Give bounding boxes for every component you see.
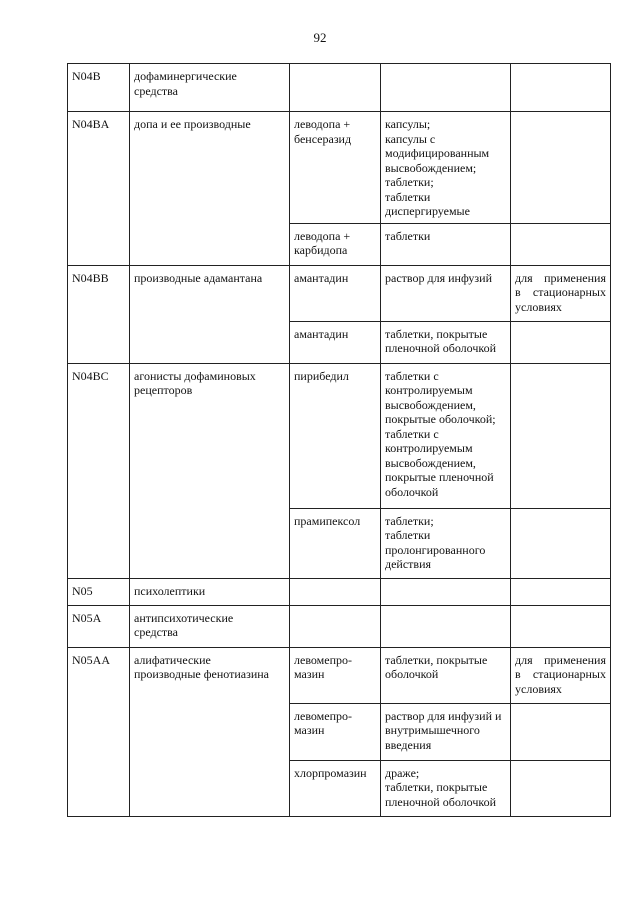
table-row xyxy=(68,64,611,112)
atc-code-cell: N05 xyxy=(68,578,130,605)
drug-name-cell: хлорпромазин xyxy=(290,760,381,816)
dosage-form-cell xyxy=(381,605,511,647)
note-cell xyxy=(511,321,611,363)
dosage-form-cell xyxy=(381,578,511,605)
dosage-form-cell: раствор для инфузий xyxy=(381,265,511,321)
note-cell xyxy=(511,112,611,224)
drug-name-cell xyxy=(290,578,381,605)
group-name-cell: антипсихотические средства xyxy=(130,605,290,647)
dosage-form-cell: таблетки xyxy=(381,223,511,265)
group-name-cell: алифатические производные фенотиазина xyxy=(130,647,290,816)
drug-name-cell: прамипексол xyxy=(290,508,381,578)
dosage-form-cell: капсулы; капсулы с модифицированным высвобождением; таблетки; таблетки диспергируемые xyxy=(381,112,511,224)
note-cell xyxy=(511,223,611,265)
drug-classification-table xyxy=(67,63,611,817)
group-name-cell: производные адамантана xyxy=(130,265,290,363)
atc-code-cell: N05A xyxy=(68,605,130,647)
table-row xyxy=(68,605,611,647)
drug-name-cell xyxy=(290,64,381,112)
group-name-cell: допа и ее производные xyxy=(130,112,290,266)
group-name-cell: психолептики xyxy=(130,578,290,605)
dosage-form-cell xyxy=(381,64,511,112)
table-row xyxy=(68,112,611,224)
note-cell xyxy=(511,703,611,760)
drug-name-cell: амантадин xyxy=(290,321,381,363)
atc-code-cell: N04BB xyxy=(68,265,130,363)
drug-name-cell: пирибедил xyxy=(290,363,381,508)
note-cell xyxy=(511,64,611,112)
atc-code-cell: N04B xyxy=(68,64,130,112)
dosage-form-cell: раствор для инфузий и внутримышечного введения xyxy=(381,703,511,760)
table-row xyxy=(68,265,611,321)
note-cell xyxy=(511,578,611,605)
dosage-form-cell: таблетки; таблетки пролонгированного действия xyxy=(381,508,511,578)
dosage-form-cell: таблетки, покрытые пленочной оболочкой xyxy=(381,321,511,363)
note-cell: для применения в стационарных условиях xyxy=(511,265,611,321)
note-cell xyxy=(511,605,611,647)
page-number: 92 xyxy=(313,30,327,45)
drug-name-cell: амантадин xyxy=(290,265,381,321)
drug-name-cell: леводопа + бенсеразид xyxy=(290,112,381,224)
group-name-cell: дофаминергические средства xyxy=(130,64,290,112)
note-cell xyxy=(511,508,611,578)
dosage-form-cell: таблетки, покрытые оболочкой xyxy=(381,647,511,703)
atc-code-cell: N04BC xyxy=(68,363,130,578)
dosage-form-cell: таблетки с контролируемым высвобождением, покрытые оболочкой; таблетки с контролируемым высвобождением, покрытые пленочной оболочкой xyxy=(381,363,511,508)
table-row xyxy=(68,647,611,703)
atc-code-cell: N04BA xyxy=(68,112,130,266)
drug-name-cell: левомепро- мазин xyxy=(290,703,381,760)
note-cell xyxy=(511,363,611,508)
drug-name-cell: леводопа + карбидопа xyxy=(290,223,381,265)
dosage-form-cell: драже; таблетки, покрытые пленочной оболочкой xyxy=(381,760,511,816)
table-row xyxy=(68,578,611,605)
atc-code-cell: N05AA xyxy=(68,647,130,816)
table-row xyxy=(68,363,611,508)
group-name-cell: агонисты дофаминовых рецепторов xyxy=(130,363,290,578)
drug-name-cell xyxy=(290,605,381,647)
note-cell: для применения в стационарных условиях xyxy=(511,647,611,703)
drug-name-cell: левомепро- мазин xyxy=(290,647,381,703)
note-cell xyxy=(511,760,611,816)
